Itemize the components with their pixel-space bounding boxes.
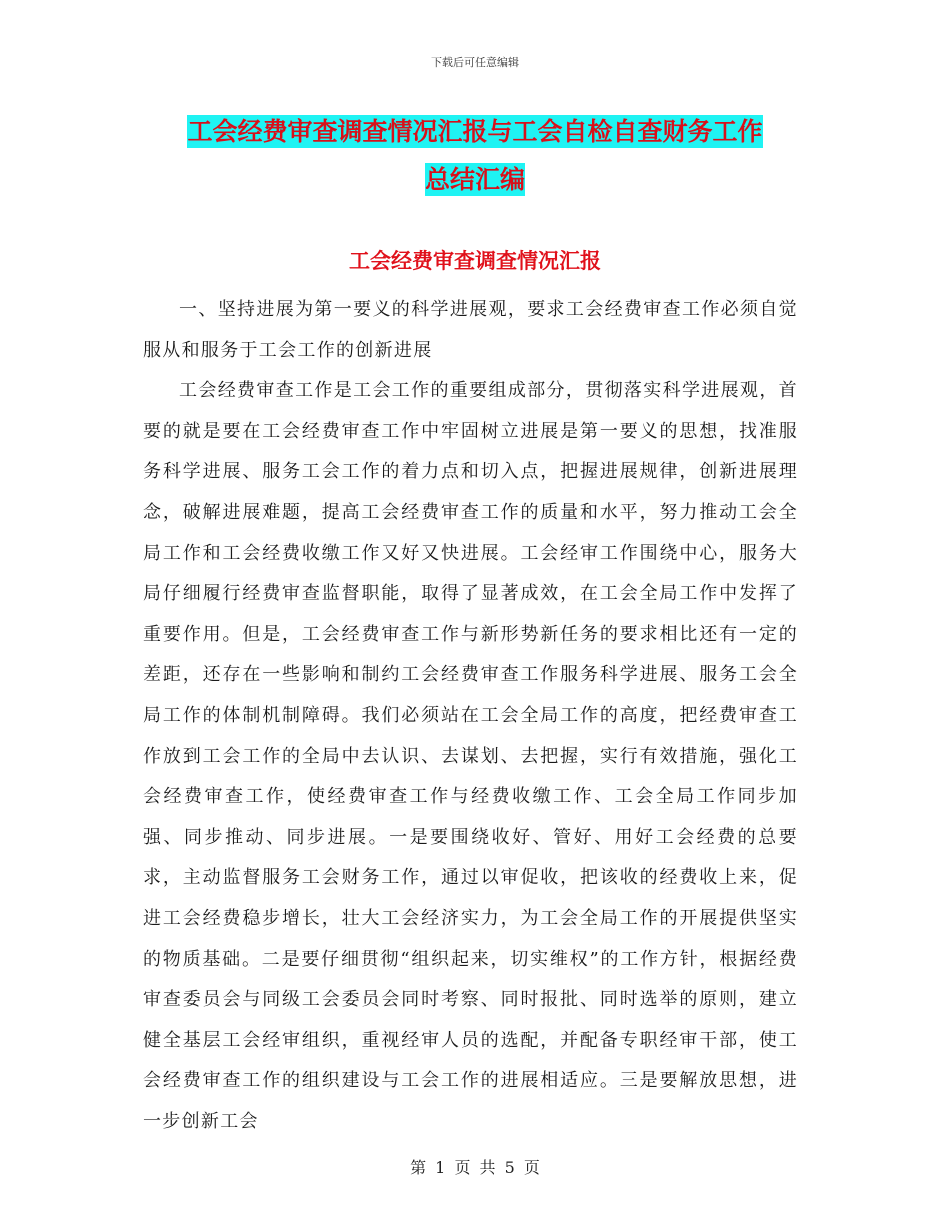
page-header-note: 下载后可任意编辑 (431, 56, 519, 69)
page-number-footer: 第 1 页 共 5 页 (410, 1158, 540, 1177)
document-title-line-1: 工会经费审查调查情况汇报与工会自检自查财务工作 (187, 117, 763, 146)
document-title (140, 108, 810, 204)
body-paragraph-1: 一、坚持进展为第一要义的科学进展观，要求工会经费审查工作必须自觉服从和服务于工会工作的创新进展 (143, 299, 798, 361)
body-paragraph-2: 工会经费审查工作是工会工作的重要组成部分，贯彻落实科学进展观，首要的就是要在工会经费审查工作中牢固树立进展是第一要义的思想，找准服务科学进展、服务工会工作的着力点和切入点，把握进展规律，创新进展理念，破解进展难题，提高工会经费审查工作的质量和水平，努力推动工会全局工作和工会经费收缴工作又好又快进展。工会经审工作围绕中心，服务大局仔细履行经费审查监督职能，取得了显著成效，在工会全局工作中发挥了重要作用。但是，工会经费审查工作与新形势新任务的要求相比还有一定的差距，还存在一些影响和制约工会经费审查工作服务科学进展、服务工会全局工作的体制机制障碍。我们必须站在工会全局工作的高度，把经费审查工作放到工会工作的全局中去认识、去谋划、去把握，实行有效措施，强化工会经费审查工作，使经费审查工作与经费收缴工作、工会全局工作同步加强、同步推动、同步进展。一是要围绕收好、管好、用好工会经费的总要求，主动监督服务工会财务工作，通过以审促收，把该收的经费收上来，促进工会经费稳步增长，壮大工会经济实力，为工会全局工作的开展提供坚实的物质基础。二是要仔细贯彻“组织起来，切实维权”的工作方针，根据经费审查委员会与同级工会委员会同时考察、同时报批、同时选举的原则，建立健全基层工会经审组织，重视经审人员的选配，并配备专职经审干部，使工会经费审查工作的组织建设与工会工作的进展相适应。三是要解放思想，进一步创新工会 (143, 380, 798, 1132)
section-heading: 工会经费审查调查情况汇报 (349, 249, 601, 273)
document-body (143, 290, 798, 1142)
document-title-line-2: 总结汇编 (424, 165, 525, 194)
